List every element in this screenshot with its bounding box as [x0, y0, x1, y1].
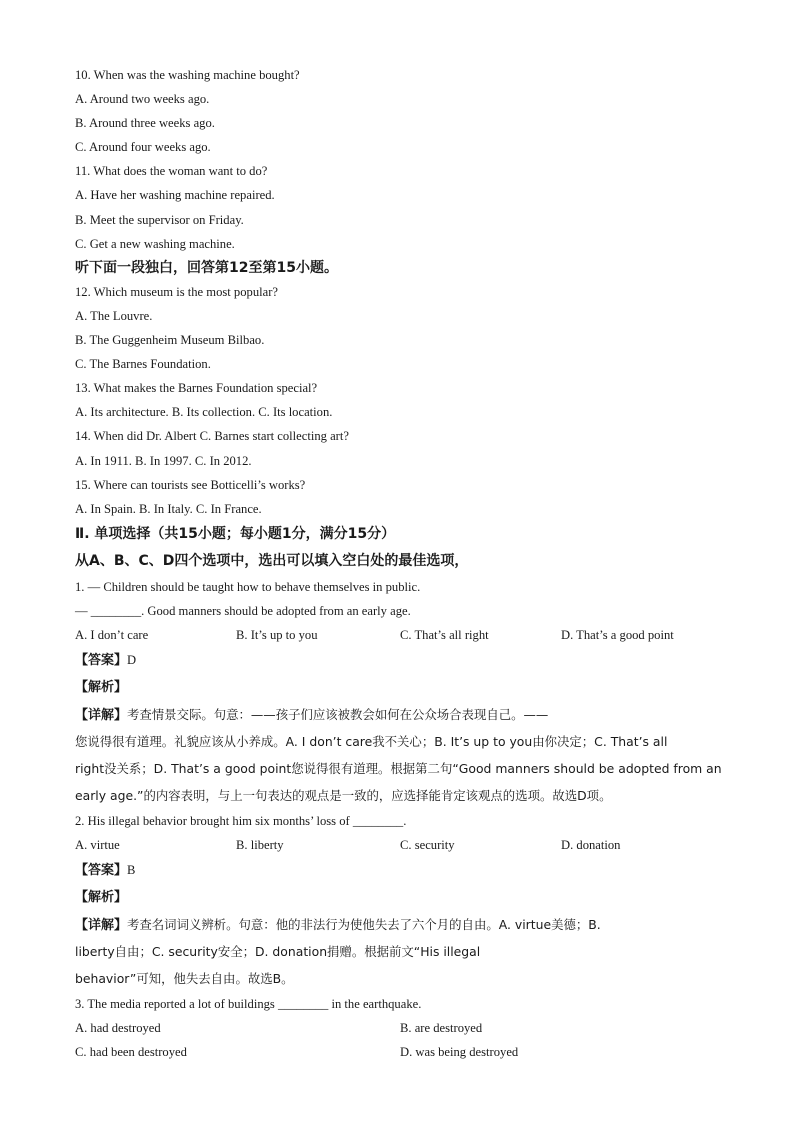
- detail-tag: 【详解】: [75, 708, 128, 724]
- q1-option-b: B. It’s up to you: [236, 627, 318, 642]
- q2-option-b: B. liberty: [236, 838, 284, 853]
- q2-option-c: C. security: [400, 838, 455, 853]
- q2-stem: 2. His illegal behavior brought him six months’ loss of ________.: [75, 814, 407, 829]
- q1-option-a: A. I don’t care: [75, 627, 149, 642]
- q2-options: [75, 833, 735, 857]
- options-14: A. In 1911. B. In 1997. C. In 2012.: [75, 453, 252, 468]
- question-11: 11. What does the woman want to do?: [75, 164, 268, 179]
- question-block-3: [75, 992, 735, 1064]
- q3-stem: 3. The media reported a lot of buildings ________ in the earthquake.: [75, 997, 422, 1012]
- options-13: A. Its architecture. B. Its collection. C. Its location.: [75, 405, 333, 420]
- q3-options-row-2: [75, 1040, 735, 1064]
- q2-answer: [75, 857, 735, 884]
- q1-detail-line-3: right没关系；D. That’s a good point您说得很有道理。根据第二句“Good manners should be adopted from an: [75, 761, 722, 777]
- option-10b: B. Around three weeks ago.: [75, 116, 215, 131]
- question-14: 14. When did Dr. Albert C. Barnes start collecting art?: [75, 429, 349, 444]
- q1-detail-line-4: early age.”的内容表明，与上一句表达的观点是一致的，应选择能肯定该观点的选项。故选D项。: [75, 788, 612, 804]
- option-12c: C. The Barnes Foundation.: [75, 357, 211, 372]
- section2-instruction: 从A、B、C、D四个选项中，选出可以填入空白处的最佳选项，: [75, 552, 469, 569]
- q3-options-row-1: [75, 1016, 735, 1040]
- q2-detail-line-1: 【详解】考查名词词义辨析。句意：他的非法行为使他失去了六个月的自由。A. virtue美德；B.: [75, 917, 601, 934]
- q2-option-a: A. virtue: [75, 838, 120, 853]
- option-12a: A. The Louvre.: [75, 308, 153, 323]
- q2-detail-line-2: liberty自由；C. security安全；D. donation捐赠。根据前文“His illegal: [75, 944, 481, 960]
- option-12b: B. The Guggenheim Museum Bilbao.: [75, 333, 265, 348]
- q1-option-c: C. That’s all right: [400, 627, 489, 642]
- q1-answer: [75, 647, 735, 674]
- monologue-heading: 听下面一段独白，回答第12至第15小题。: [75, 259, 338, 276]
- answer-tag: 【答案】: [75, 653, 128, 669]
- q1-stem-reply: — ________. Good manners should be adopted from an early age.: [75, 603, 411, 618]
- q1-detail-line-2: 您说得很有道理。礼貌应该从小养成。A. I don’t care我不关心；B. It’s up to you由你决定；C. That’s all: [75, 734, 668, 750]
- q1-detail-line-1: 【详解】考查情景交际。句意：——孩子们应该被教会如何在公众场合表现自己。——: [75, 707, 549, 724]
- option-11c: C. Get a new washing machine.: [75, 236, 235, 251]
- q2-detail-line-3: behavior”可知，他失去自由。故选B。: [75, 971, 294, 987]
- listening-questions: [75, 63, 735, 256]
- question-13: 13. What makes the Barnes Foundation special?: [75, 381, 318, 396]
- q3-option-b: B. are destroyed: [400, 1021, 483, 1036]
- q3-option-a: A. had destroyed: [75, 1021, 161, 1036]
- q1-answer-value: D: [127, 653, 137, 668]
- option-10c: C. Around four weeks ago.: [75, 140, 211, 155]
- q2-answer-value: B: [127, 863, 136, 878]
- q2-option-d: D. donation: [561, 838, 621, 853]
- document-page: [75, 63, 735, 1065]
- question-10: 10. When was the washing machine bought?: [75, 68, 300, 82]
- options-15: A. In Spain. B. In Italy. C. In France.: [75, 501, 262, 516]
- q1-options: [75, 623, 735, 647]
- question-block-2: [75, 809, 735, 992]
- section2-title: Ⅱ. 单项选择（共15小题；每小题1分，满分15分）: [75, 525, 396, 542]
- q1-option-d: D. That’s a good point: [561, 627, 674, 642]
- option-11b: B. Meet the supervisor on Friday.: [75, 212, 244, 227]
- monologue-questions: [75, 280, 735, 521]
- answer-tag: 【答案】: [75, 863, 128, 879]
- detail-tag: 【详解】: [75, 918, 128, 934]
- q3-option-d: D. was being destroyed: [400, 1045, 519, 1060]
- option-11a: A. Have her washing machine repaired.: [75, 188, 275, 203]
- question-15: 15. Where can tourists see Botticelli’s works?: [75, 477, 306, 492]
- q2-analysis-tag: 【解析】: [75, 890, 128, 906]
- question-block-1: [75, 575, 735, 809]
- q3-option-c: C. had been destroyed: [75, 1045, 187, 1060]
- q1-stem: 1. — Children should be taught how to behave themselves in public.: [75, 579, 421, 594]
- question-12: 12. Which museum is the most popular?: [75, 284, 278, 299]
- option-10a: A. Around two weeks ago.: [75, 92, 210, 107]
- q1-analysis-tag: 【解析】: [75, 680, 128, 696]
